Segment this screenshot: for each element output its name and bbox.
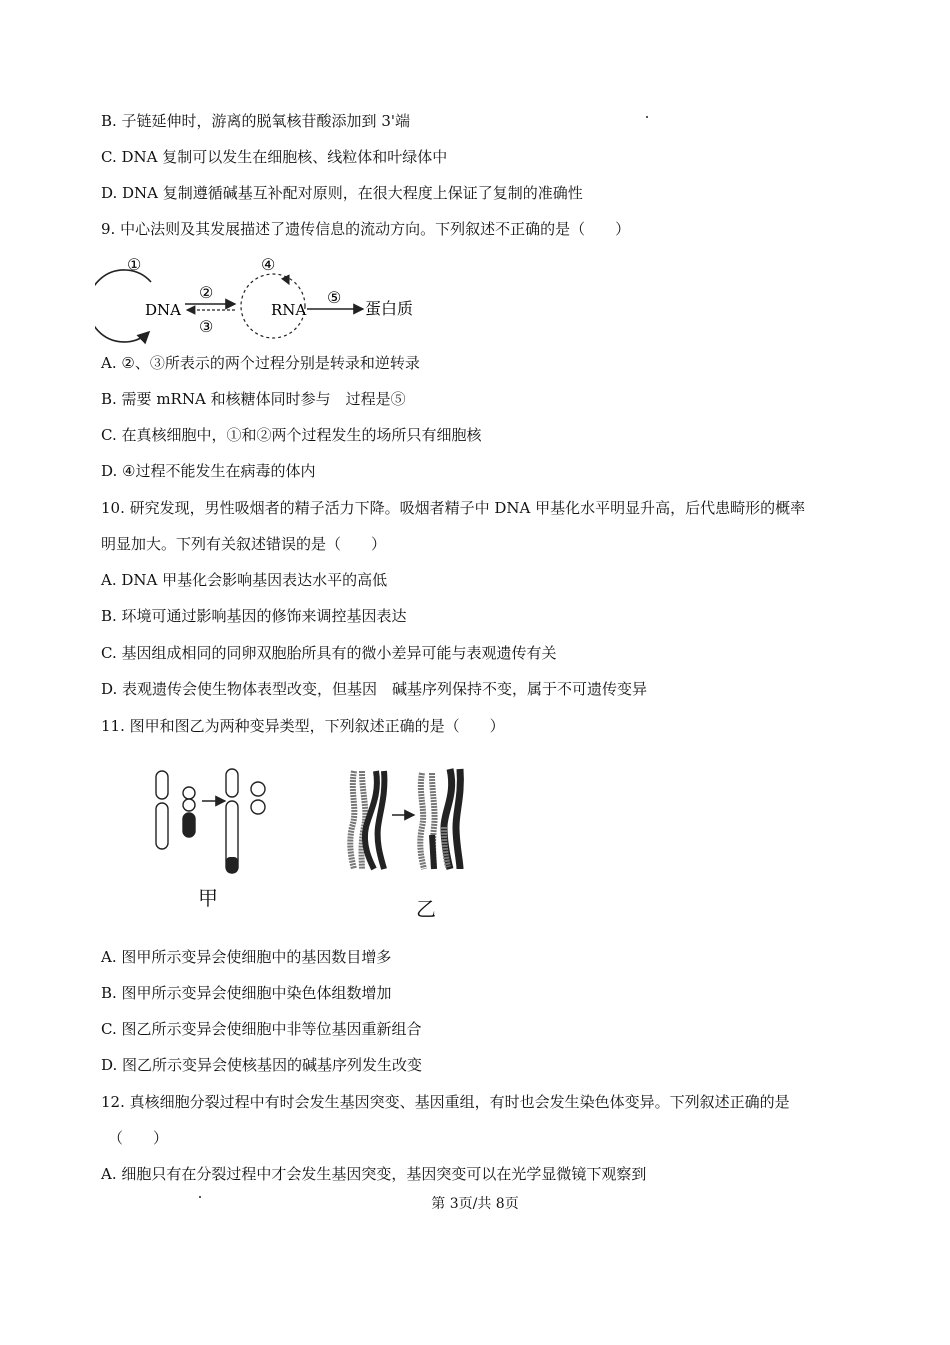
q8-option-d: D. DNA 复制遵循碱基互补配对原则，在很大程度上保证了复制的准确性 [101,184,583,202]
replication-loop [95,270,151,342]
label-jia: 甲 [198,886,218,910]
label-circle-3: ③ [199,317,214,336]
label-protein: 蛋白质 [365,299,414,318]
label-yi: 乙 [416,897,436,921]
q10-stem-line2: 明显加大。下列有关叙述错误的是（ ） [101,535,387,553]
label-dna: DNA [145,301,181,319]
q10-option-b: B. 环境可通过影响基因的修饰来调控基因表达 [101,607,407,625]
q10-option-a: A. DNA 甲基化会影响基因表达水平的高低 [101,571,388,589]
q12-stem-line2: （ ） [108,1129,169,1147]
q11-option-d: D. 图乙所示变异会使核基因的碱基序列发生改变 [101,1056,423,1074]
q9-option-c: C. 在真核细胞中，①和②两个过程发生的场所只有细胞核 [101,426,482,444]
q12-option-a: A. 细胞只有在分裂过程中才会发生基因突变，基因突变可以在光学显微镜下观察到 [101,1165,647,1183]
page-footer: 第 3页/共 8页 [431,1196,519,1212]
scan-dot [646,116,648,118]
q9-stem: 9. 中心法则及其发展描述了遗传信息的流动方向。下列叙述不正确的是（ ） [101,220,631,238]
q11-option-a: A. 图甲所示变异会使细胞中的基因数目增多 [101,948,392,966]
q11-option-c: C. 图乙所示变异会使细胞中非等位基因重新组合 [101,1020,422,1038]
label-rna: RNA [271,301,307,319]
central-dogma-diagram [95,250,435,345]
label-circle-5: ⑤ [327,288,342,307]
q11-stem: 11. 图甲和图乙为两种变异类型，下列叙述正确的是（ ） [101,717,505,735]
q9-option-d: D. ④过程不能发生在病毒的体内 [101,462,316,480]
q10-option-d: D. 表观遗传会使生物体表型改变，但基因 碱基序列保持不变，属于不可遗传变异 [101,680,648,698]
figure-yi-chromosomes [340,765,470,875]
q10-option-c: C. 基因组成相同的同卵双胞胎所具有的微小差异可能与表观遗传有关 [101,644,557,662]
q11-option-b: B. 图甲所示变异会使细胞中染色体组数增加 [101,984,392,1002]
q8-option-c: C. DNA 复制可以发生在细胞核、线粒体和叶绿体中 [101,148,448,166]
label-circle-1: ① [127,255,142,274]
q10-stem-line1: 10. 研究发现，男性吸烟者的精子活力下降。吸烟者精子中 DNA 甲基化水平明显升高，后代患畸形的概率 [101,499,806,517]
label-circle-2: ② [199,283,214,302]
q8-option-b: B. 子链延伸时，游离的脱氧核苷酸添加到 3'端 [101,112,410,130]
q12-stem-line1: 12. 真核细胞分裂过程中有时会发生基因突变、基因重组，有时也会发生染色体变异。下列叙述正确的是 [101,1093,790,1111]
label-circle-4: ④ [261,255,276,274]
q9-option-b: B. 需要 mRNA 和核糖体同时参与 过程是⑤ [101,390,406,408]
q9-option-a: A. ②、③所表示的两个过程分别是转录和逆转录 [101,354,420,372]
